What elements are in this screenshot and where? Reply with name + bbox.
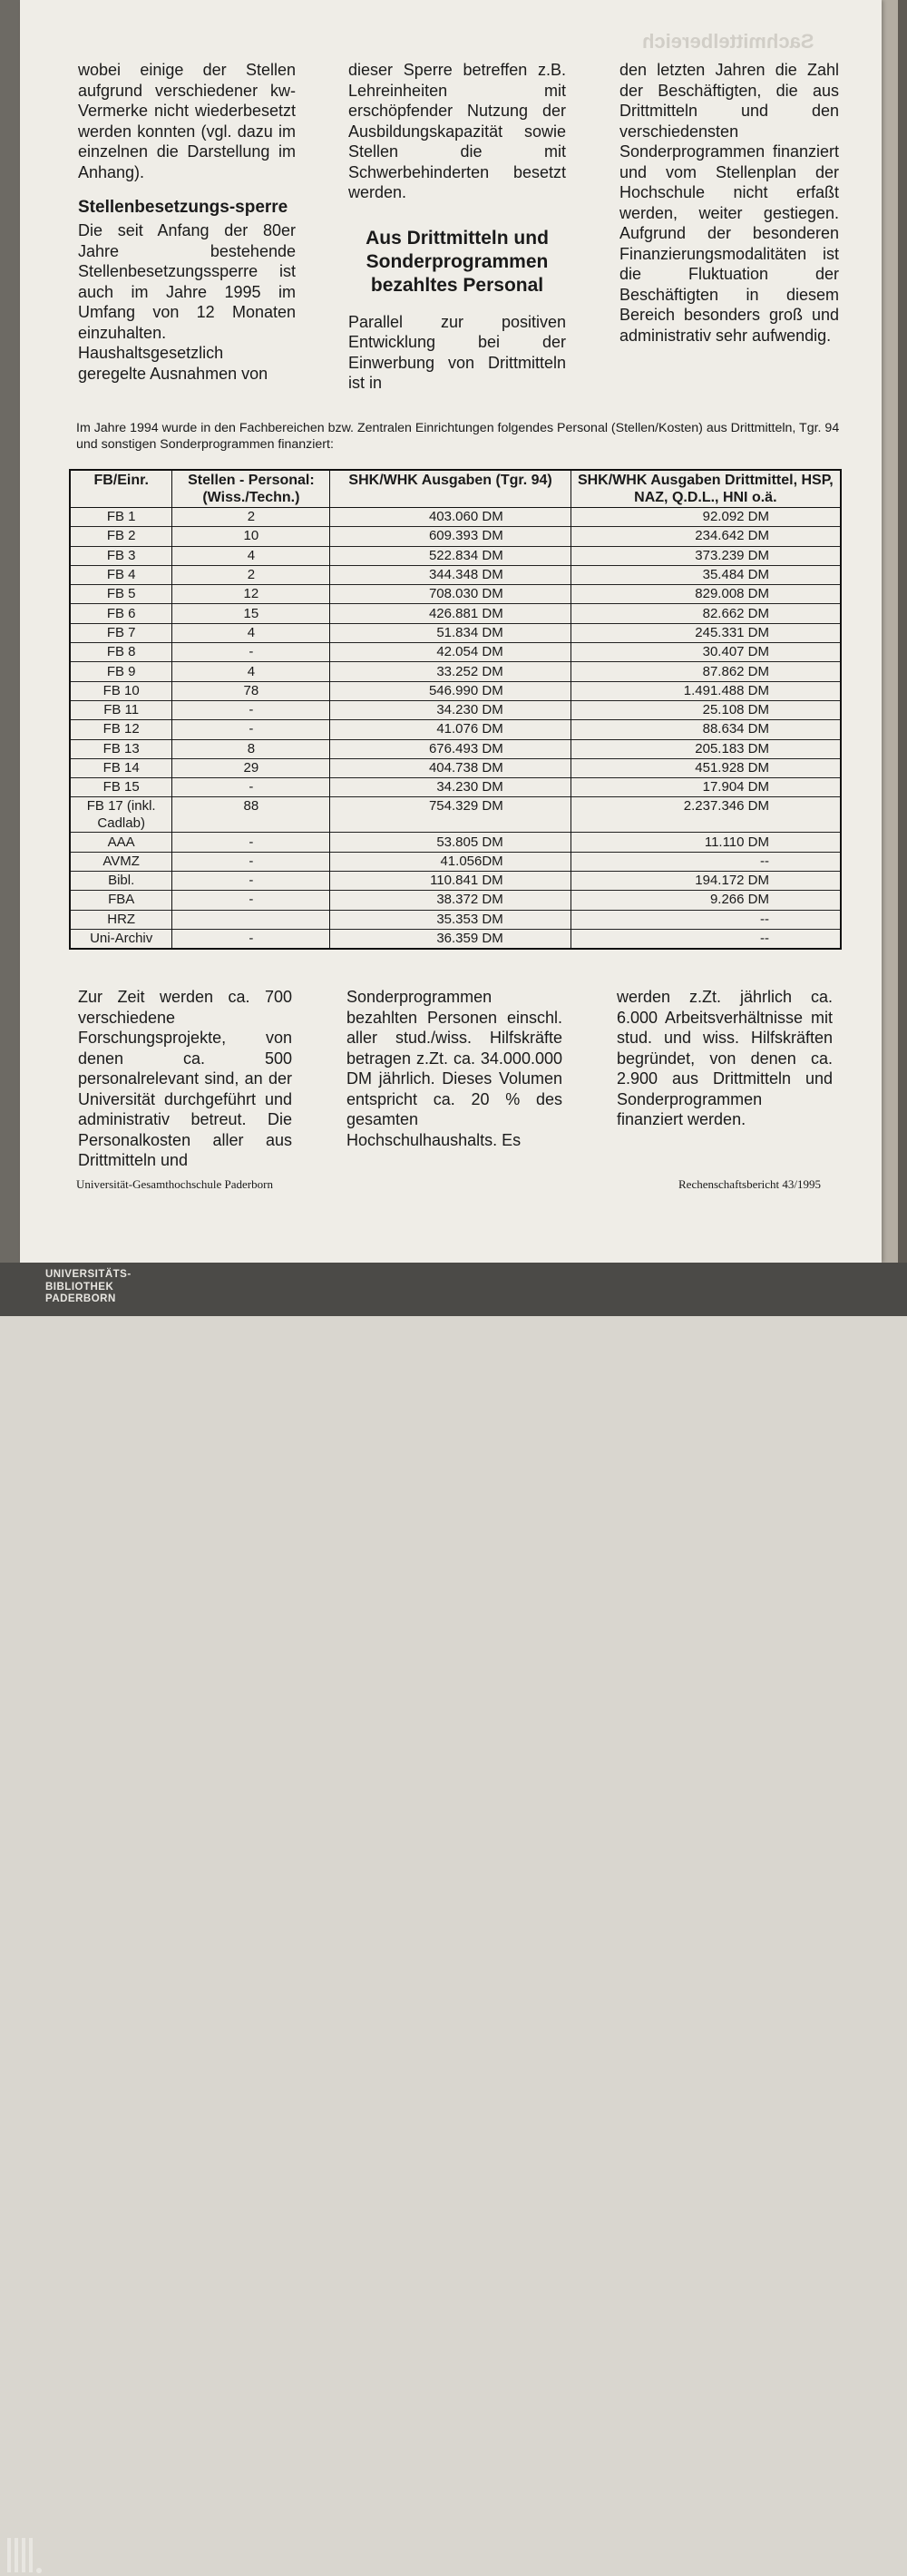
library-line: BIBLIOTHEK — [45, 1281, 114, 1293]
unit-cell: Bibl. — [70, 872, 172, 891]
page-edge-shadow — [898, 0, 907, 1263]
unit-cell: FB 11 — [70, 700, 172, 719]
paragraph: werden z.Zt. jährlich ca. 6.000 Arbeitsverhältnisse mit stud. und wiss. Hilfskräften begründet, von denen ca. 2.900 aus Drittmitteln und Sonderprogrammen finanziert werden. — [617, 988, 833, 1128]
positions-cell — [172, 910, 330, 929]
third-party-cell: 1.491.488 DM — [571, 681, 841, 700]
third-party-cell: 92.092 DM — [571, 508, 841, 527]
table-intro: Im Jahre 1994 wurde in den Fachbereichen bzw. Zentralen Einrichtungen folgendes Personal (Stellen/Kosten) aus Drittmitteln, Tgr. 94 und sonstigen Sonderprogrammen finanziert: — [76, 421, 840, 452]
third-party-cell: 245.331 DM — [571, 623, 841, 642]
positions-cell: 4 — [172, 546, 330, 565]
positions-cell: 12 — [172, 585, 330, 604]
third-party-cell: 88.634 DM — [571, 720, 841, 739]
table-header-row — [70, 470, 841, 508]
unit-cell: FB 13 — [70, 739, 172, 758]
library-line: PADERBORN — [45, 1293, 116, 1304]
paragraph: Die seit Anfang der 80er Jahre bestehende Stellenbesetzungssperre ist auch im Jahre 1995 im Umfang von 12 Monaten einzuhalten. Haushaltsgesetzlich geregelte Ausnahmen von — [78, 221, 296, 383]
third-party-cell: 30.407 DM — [571, 643, 841, 662]
header-cell: FB/Einr. — [70, 470, 172, 508]
third-party-cell: 9.266 DM — [571, 891, 841, 910]
table-row — [70, 720, 841, 739]
column-middle-top — [348, 60, 566, 394]
table-row — [70, 872, 841, 891]
header-cell: SHK/WHK Ausgaben (Tgr. 94) — [330, 470, 571, 508]
column-middle-bottom — [346, 987, 562, 1150]
third-party-cell: 829.008 DM — [571, 585, 841, 604]
paragraph: Zur Zeit werden ca. 700 verschiedene Forschungsprojekte, von denen ca. 500 personalrelevant sind, an der Universität durchgeführt und administrativ betreut. Die Personalkosten aller aus Drittmitteln und — [78, 988, 292, 1169]
column-right-top — [619, 60, 839, 346]
tgr94-cell: 34.230 DM — [330, 778, 571, 797]
positions-cell: 15 — [172, 604, 330, 623]
positions-cell: 4 — [172, 623, 330, 642]
paragraph: wobei einige der Stellen aufgrund verschiedener kw-Vermerke nicht wiederbesetzt werden konnten (vgl. dazu im einzelnen die Darstellung im Anhang). — [78, 61, 296, 181]
unit-cell: FB 12 — [70, 720, 172, 739]
third-party-cell: 11.110 DM — [571, 833, 841, 852]
third-party-cell: -- — [571, 852, 841, 871]
tgr94-cell: 676.493 DM — [330, 739, 571, 758]
header-cell: Stellen - Personal: (Wiss./Techn.) — [172, 470, 330, 508]
library-logo-icon — [5, 2534, 42, 2576]
tgr94-cell: 42.054 DM — [330, 643, 571, 662]
tgr94-cell: 110.841 DM — [330, 872, 571, 891]
third-party-cell: 82.662 DM — [571, 604, 841, 623]
third-party-cell: 234.642 DM — [571, 527, 841, 546]
table-row — [70, 797, 841, 833]
tgr94-cell: 609.393 DM — [330, 527, 571, 546]
footer-right: Rechenschaftsbericht 43/1995 — [678, 1177, 822, 1191]
tgr94-cell: 33.252 DM — [330, 662, 571, 681]
library-line: UNIVERSITÄTS- — [45, 1269, 132, 1280]
third-party-cell: 451.928 DM — [571, 758, 841, 777]
positions-cell: - — [172, 778, 330, 797]
table-row — [70, 643, 841, 662]
unit-cell: FB 2 — [70, 527, 172, 546]
positions-cell: 2 — [172, 508, 330, 527]
third-party-cell: 373.239 DM — [571, 546, 841, 565]
table-row — [70, 910, 841, 929]
tgr94-cell: 35.353 DM — [330, 910, 571, 929]
binding-edge — [0, 0, 20, 1263]
positions-cell: 29 — [172, 758, 330, 777]
table-row — [70, 778, 841, 797]
positions-cell: - — [172, 891, 330, 910]
unit-cell: FB 15 — [70, 778, 172, 797]
positions-cell: 10 — [172, 527, 330, 546]
tgr94-cell: 404.738 DM — [330, 758, 571, 777]
positions-cell: - — [172, 720, 330, 739]
section-heading: Stellenbesetzungs-sperre — [78, 198, 288, 217]
positions-cell: - — [172, 833, 330, 852]
bleed-through-heading: Sachmittelbereich — [642, 30, 814, 53]
paragraph: Sonderprogrammen bezahlten Personen einschl. aller stud./wiss. Hilfskräfte betragen z.Zt. ca. 34.000.000 DM jährlich. Dieses Volumen entspricht ca. 20 % des gesamten Hochschulhaushalts. Es — [346, 988, 562, 1149]
table-body — [70, 508, 841, 950]
personnel-table — [69, 469, 842, 950]
table-row — [70, 833, 841, 852]
unit-cell: FB 6 — [70, 604, 172, 623]
unit-cell: FB 5 — [70, 585, 172, 604]
positions-cell: - — [172, 700, 330, 719]
footer-left: Universität-Gesamthochschule Paderborn — [76, 1177, 273, 1191]
positions-cell: - — [172, 643, 330, 662]
positions-cell: 78 — [172, 681, 330, 700]
unit-cell: FB 1 — [70, 508, 172, 527]
third-party-cell: 35.484 DM — [571, 565, 841, 584]
tgr94-cell: 522.834 DM — [330, 546, 571, 565]
paragraph: dieser Sperre betreffen z.B. Lehreinheiten mit erschöpfender Nutzung der Ausbildungskapazität sowie Stellen die mit Schwerbehinderten besetzt werden. — [348, 61, 566, 201]
table-row — [70, 758, 841, 777]
column-left-top — [78, 60, 296, 384]
library-stamp-bar — [0, 1263, 907, 1316]
header-cell: SHK/WHK Ausgaben Drittmittel, HSP, NAZ, Q.D.L., HNI o.ä. — [571, 470, 841, 508]
tgr94-cell: 41.076 DM — [330, 720, 571, 739]
positions-cell: - — [172, 872, 330, 891]
tgr94-cell: 426.881 DM — [330, 604, 571, 623]
column-right-bottom — [617, 987, 833, 1130]
third-party-cell: 205.183 DM — [571, 739, 841, 758]
positions-cell: 8 — [172, 739, 330, 758]
unit-cell: AVMZ — [70, 852, 172, 871]
table-row — [70, 852, 841, 871]
unit-cell: Uni-Archiv — [70, 929, 172, 949]
unit-cell: FB 8 — [70, 643, 172, 662]
positions-cell: - — [172, 929, 330, 949]
unit-cell: HRZ — [70, 910, 172, 929]
positions-cell: 88 — [172, 797, 330, 833]
third-party-cell: 87.862 DM — [571, 662, 841, 681]
table-row — [70, 623, 841, 642]
tgr94-cell: 403.060 DM — [330, 508, 571, 527]
table-row — [70, 662, 841, 681]
table-row — [70, 681, 841, 700]
unit-cell: FB 4 — [70, 565, 172, 584]
tgr94-cell: 754.329 DM — [330, 797, 571, 833]
table-row — [70, 508, 841, 527]
third-party-cell: 2.237.346 DM — [571, 797, 841, 833]
unit-cell: FBA — [70, 891, 172, 910]
positions-cell: 4 — [172, 662, 330, 681]
third-party-cell: -- — [571, 910, 841, 929]
table-row — [70, 700, 841, 719]
unit-cell: FB 9 — [70, 662, 172, 681]
unit-cell: AAA — [70, 833, 172, 852]
positions-cell: - — [172, 852, 330, 871]
third-party-cell: 17.904 DM — [571, 778, 841, 797]
column-left-bottom — [78, 987, 292, 1171]
third-party-cell: -- — [571, 929, 841, 949]
table-row — [70, 891, 841, 910]
third-party-cell: 25.108 DM — [571, 700, 841, 719]
section-heading: Aus Drittmitteln und Sonderprogrammen bezahltes Personal — [366, 227, 549, 296]
library-name — [45, 1269, 132, 1306]
table-row — [70, 565, 841, 584]
tgr94-cell: 41.056DM — [330, 852, 571, 871]
unit-cell: FB 10 — [70, 681, 172, 700]
table-row — [70, 604, 841, 623]
unit-cell: FB 3 — [70, 546, 172, 565]
tgr94-cell: 38.372 DM — [330, 891, 571, 910]
tgr94-cell: 708.030 DM — [330, 585, 571, 604]
table-row — [70, 929, 841, 949]
paragraph: Parallel zur positiven Entwicklung bei der Einwerbung von Drittmitteln ist in — [348, 312, 566, 392]
tgr94-cell: 344.348 DM — [330, 565, 571, 584]
table-row — [70, 527, 841, 546]
unit-cell: FB 14 — [70, 758, 172, 777]
table-row — [70, 739, 841, 758]
tgr94-cell: 36.359 DM — [330, 929, 571, 949]
unit-cell: FB 7 — [70, 623, 172, 642]
tgr94-cell: 53.805 DM — [330, 833, 571, 852]
tgr94-cell: 51.834 DM — [330, 623, 571, 642]
table-row — [70, 546, 841, 565]
tgr94-cell: 34.230 DM — [330, 700, 571, 719]
unit-cell: FB 17 (inkl. Cadlab) — [70, 797, 172, 833]
positions-cell: 2 — [172, 565, 330, 584]
tgr94-cell: 546.990 DM — [330, 681, 571, 700]
paragraph: den letzten Jahren die Zahl der Beschäftigten, die aus Drittmitteln und den verschiedensten Sonderprogrammen finanziert und vom Stellenplan der Hochschule nicht erfaßt werden, weiter gestiegen. Aufgrund der besonderen Finanzierungsmodalitäten ist die Fluktuation der Beschäftigten in diesem Bereich besonders groß und administrativ sehr aufwendig. — [619, 61, 839, 345]
table-row — [70, 585, 841, 604]
third-party-cell: 194.172 DM — [571, 872, 841, 891]
